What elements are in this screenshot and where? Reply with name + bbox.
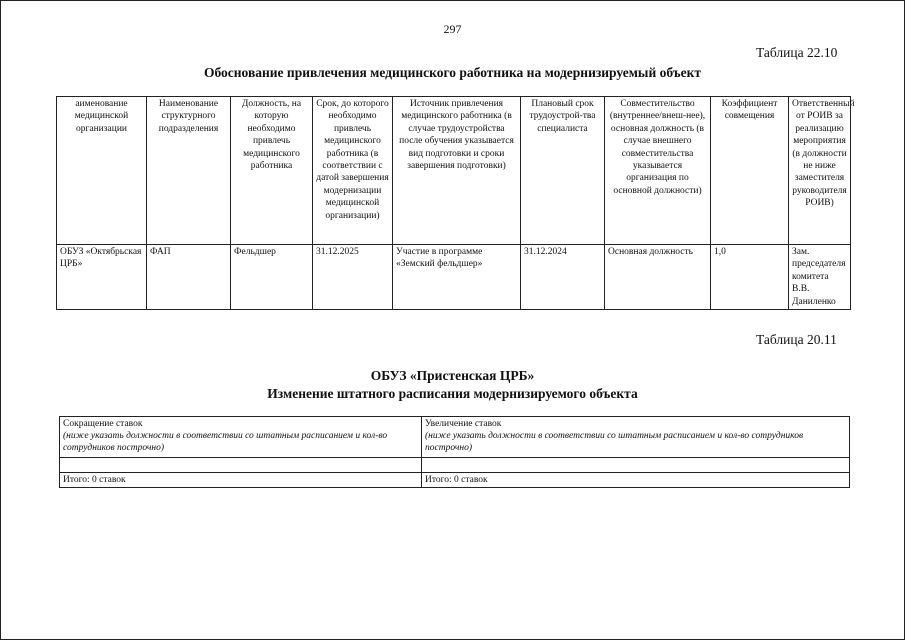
header-cell: Ответственный от РОИВ за реализацию мероприятия (в должности не ниже заместителя руководителя РОИВ)	[789, 97, 851, 245]
table-cell: 31.12.2025	[313, 245, 393, 310]
table-cell: Основная должность	[605, 245, 711, 310]
empty-row	[60, 458, 850, 473]
section2-title: Изменение штатного расписания модернизируемого объекта	[267, 386, 638, 401]
table-cell: 31.12.2024	[521, 245, 605, 310]
table-cell: Зам. председателя комитета В.В. Даниленко	[789, 245, 851, 310]
section2-org-title: ОБУЗ «Пристенская ЦРБ»	[370, 368, 535, 383]
increase-note: (ниже указать должности в соответствии со штатным расписанием и кол-во сотрудников построчно)	[425, 431, 804, 453]
increase-total: Итого: 0 ставок	[422, 473, 850, 488]
table-cell: ФАП	[147, 245, 231, 310]
header-cell: Должность, на которую необходимо привлечь медицинского работника	[231, 97, 313, 245]
increase-header: Увеличение ставок	[425, 419, 502, 429]
table-cell: Фельдшер	[231, 245, 313, 310]
table-label-22-10: Таблица 22.10	[756, 45, 838, 60]
header-cell: Коэффициент совмещения	[711, 97, 789, 245]
table-cell: 1,0	[711, 245, 789, 310]
page-number: 297	[443, 22, 462, 36]
increase-header-cell	[422, 417, 850, 458]
table-cell: ОБУЗ «Октябрьская ЦРБ»	[57, 245, 147, 310]
reduction-note: (ниже указать должности в соответствии со штатным расписанием и кол-во сотрудников построчно)	[63, 431, 388, 453]
header-cell: аименование медицинской организации	[57, 97, 147, 245]
reduction-header: Сокращение ставок	[63, 419, 143, 429]
reduction-header-cell	[60, 417, 422, 458]
table-header-row	[60, 417, 850, 458]
header-cell: Источник привлечения медицинского работника (в случае трудоустройства после обучения указывается вид подготовки и сроки завершения подготовки)	[393, 97, 521, 245]
table-cell	[60, 458, 422, 473]
table-row	[57, 245, 851, 310]
table-label-20-11: Таблица 20.11	[756, 332, 837, 347]
table-header-row	[57, 97, 851, 245]
table-cell	[422, 458, 850, 473]
staffing-change-table	[59, 416, 850, 488]
header-cell: Совместительство (внутреннее/внеш-нее), основная должность (в случае внешнего совместительства указывается организация по основной должности)	[605, 97, 711, 245]
staff-justification-table	[56, 96, 855, 310]
table-cell: Участие в программе «Земский фельдшер»	[393, 245, 521, 310]
total-row	[60, 473, 850, 488]
reduction-total: Итого: 0 ставок	[60, 473, 422, 488]
header-cell: Наименование структурного подразделения	[147, 97, 231, 245]
header-cell: Плановый срок трудоустрой-тва специалиста	[521, 97, 605, 245]
header-cell: Срок, до которого необходимо привлечь медицинского работника (в соответствии с датой завершения модернизации медицинской организации)	[313, 97, 393, 245]
section1-title: Обоснование привлечения медицинского работника на модернизируемый объект	[203, 65, 702, 80]
